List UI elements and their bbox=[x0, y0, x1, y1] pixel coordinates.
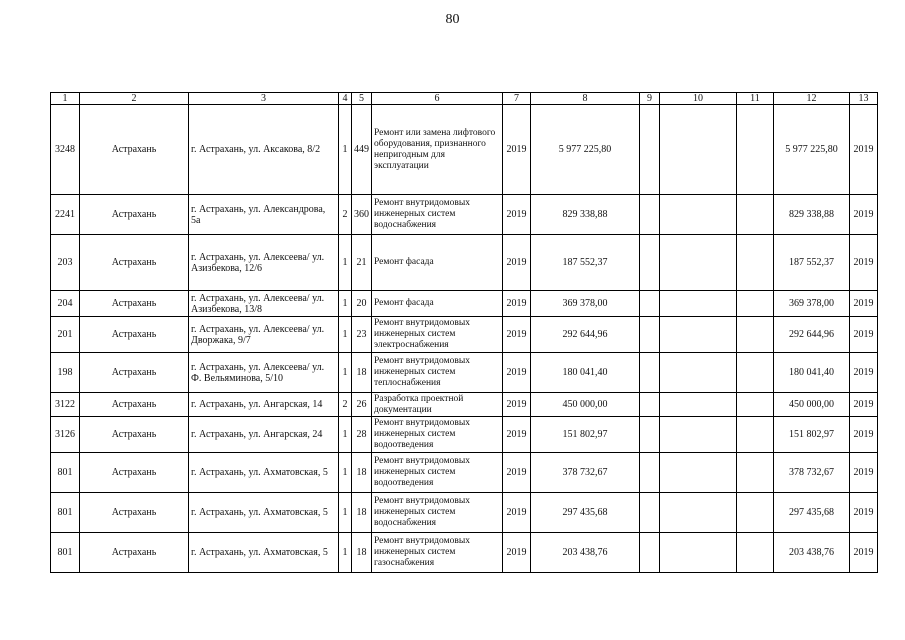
cell-year-end: 2019 bbox=[850, 417, 878, 453]
cell-city: Астрахань bbox=[80, 105, 189, 195]
cell-empty bbox=[640, 291, 660, 317]
cell-empty bbox=[660, 453, 737, 493]
cell-address: г. Астрахань, ул. Аксакова, 8/2 bbox=[189, 105, 339, 195]
cell-id: 3126 bbox=[51, 417, 80, 453]
cell-id: 198 bbox=[51, 353, 80, 393]
cell-empty bbox=[640, 195, 660, 235]
cell-col5: 18 bbox=[352, 353, 372, 393]
cell-sum: 180 041,40 bbox=[531, 353, 640, 393]
header-cell: 3 bbox=[189, 93, 339, 105]
table-row bbox=[51, 235, 878, 291]
cell-year: 2019 bbox=[503, 393, 531, 417]
header-cell: 11 bbox=[737, 93, 774, 105]
cell-total: 378 732,67 bbox=[774, 453, 850, 493]
cell-id: 801 bbox=[51, 533, 80, 573]
cell-empty bbox=[660, 493, 737, 533]
cell-empty bbox=[737, 493, 774, 533]
cell-year: 2019 bbox=[503, 533, 531, 573]
cell-sum: 292 644,96 bbox=[531, 317, 640, 353]
cell-address: г. Астрахань, ул. Ахматовская, 5 bbox=[189, 533, 339, 573]
cell-total: 450 000,00 bbox=[774, 393, 850, 417]
cell-address: г. Астрахань, ул. Алексеева/ ул. Азизбекова, 13/8 bbox=[189, 291, 339, 317]
cell-city: Астрахань bbox=[80, 417, 189, 453]
cell-id: 3248 bbox=[51, 105, 80, 195]
cell-col4: 1 bbox=[339, 417, 352, 453]
cell-year: 2019 bbox=[503, 235, 531, 291]
cell-year: 2019 bbox=[503, 353, 531, 393]
cell-id: 204 bbox=[51, 291, 80, 317]
cell-work-type: Ремонт фасада bbox=[372, 291, 503, 317]
cell-work-type: Ремонт внутридомовых инженерных систем теплоснабжения bbox=[372, 353, 503, 393]
cell-total: 369 378,00 bbox=[774, 291, 850, 317]
cell-id: 801 bbox=[51, 493, 80, 533]
cell-city: Астрахань bbox=[80, 235, 189, 291]
cell-sum: 5 977 225,80 bbox=[531, 105, 640, 195]
cell-empty bbox=[640, 353, 660, 393]
cell-work-type: Ремонт внутридомовых инженерных систем водоотведения bbox=[372, 417, 503, 453]
cell-year-end: 2019 bbox=[850, 353, 878, 393]
cell-year: 2019 bbox=[503, 291, 531, 317]
table-row bbox=[51, 393, 878, 417]
cell-work-type: Разработка проектной документации bbox=[372, 393, 503, 417]
cell-empty bbox=[737, 453, 774, 493]
cell-sum: 203 438,76 bbox=[531, 533, 640, 573]
cell-sum: 151 802,97 bbox=[531, 417, 640, 453]
table-row bbox=[51, 353, 878, 393]
cell-work-type: Ремонт внутридомовых инженерных систем водоснабжения bbox=[372, 493, 503, 533]
cell-col4: 1 bbox=[339, 291, 352, 317]
cell-work-type: Ремонт внутридомовых инженерных систем водоснабжения bbox=[372, 195, 503, 235]
cell-col5: 23 bbox=[352, 317, 372, 353]
cell-work-type: Ремонт фасада bbox=[372, 235, 503, 291]
header-cell: 6 bbox=[372, 93, 503, 105]
table-row bbox=[51, 105, 878, 195]
cell-empty bbox=[640, 105, 660, 195]
cell-empty bbox=[660, 393, 737, 417]
cell-empty bbox=[660, 417, 737, 453]
header-cell: 13 bbox=[850, 93, 878, 105]
cell-year-end: 2019 bbox=[850, 453, 878, 493]
cell-year-end: 2019 bbox=[850, 493, 878, 533]
cell-col5: 18 bbox=[352, 533, 372, 573]
cell-col4: 1 bbox=[339, 493, 352, 533]
cell-id: 801 bbox=[51, 453, 80, 493]
cell-address: г. Астрахань, ул. Алексеева/ ул. Ф. Вельяминова, 5/10 bbox=[189, 353, 339, 393]
cell-col4: 1 bbox=[339, 353, 352, 393]
cell-empty bbox=[640, 493, 660, 533]
cell-total: 829 338,88 bbox=[774, 195, 850, 235]
cell-id: 203 bbox=[51, 235, 80, 291]
cell-sum: 187 552,37 bbox=[531, 235, 640, 291]
cell-empty bbox=[660, 291, 737, 317]
cell-city: Астрахань bbox=[80, 291, 189, 317]
cell-total: 151 802,97 bbox=[774, 417, 850, 453]
header-cell: 4 bbox=[339, 93, 352, 105]
cell-address: г. Астрахань, ул. Ахматовская, 5 bbox=[189, 453, 339, 493]
cell-col4: 2 bbox=[339, 195, 352, 235]
cell-year: 2019 bbox=[503, 417, 531, 453]
cell-col4: 1 bbox=[339, 235, 352, 291]
header-cell: 1 bbox=[51, 93, 80, 105]
cell-year-end: 2019 bbox=[850, 317, 878, 353]
table-row bbox=[51, 317, 878, 353]
table-row bbox=[51, 493, 878, 533]
cell-empty bbox=[660, 353, 737, 393]
cell-empty bbox=[737, 291, 774, 317]
cell-col4: 2 bbox=[339, 393, 352, 417]
cell-sum: 829 338,88 bbox=[531, 195, 640, 235]
cell-col4: 1 bbox=[339, 533, 352, 573]
cell-empty bbox=[660, 533, 737, 573]
header-cell: 8 bbox=[531, 93, 640, 105]
cell-empty bbox=[737, 235, 774, 291]
header-cell: 10 bbox=[660, 93, 737, 105]
cell-address: г. Астрахань, ул. Ангарская, 14 bbox=[189, 393, 339, 417]
table-row bbox=[51, 533, 878, 573]
cell-col4: 1 bbox=[339, 317, 352, 353]
cell-year: 2019 bbox=[503, 195, 531, 235]
cell-col5: 26 bbox=[352, 393, 372, 417]
repair-table bbox=[50, 92, 878, 573]
cell-empty bbox=[640, 235, 660, 291]
cell-total: 297 435,68 bbox=[774, 493, 850, 533]
header-cell: 7 bbox=[503, 93, 531, 105]
cell-empty bbox=[660, 317, 737, 353]
cell-year-end: 2019 bbox=[850, 235, 878, 291]
cell-sum: 450 000,00 bbox=[531, 393, 640, 417]
cell-empty bbox=[737, 105, 774, 195]
cell-work-type: Ремонт внутридомовых инженерных систем газоснабжения bbox=[372, 533, 503, 573]
cell-year-end: 2019 bbox=[850, 533, 878, 573]
header-cell: 9 bbox=[640, 93, 660, 105]
cell-empty bbox=[660, 105, 737, 195]
cell-total: 187 552,37 bbox=[774, 235, 850, 291]
cell-work-type: Ремонт или замена лифтового оборудования, признанного непригодным для эксплуатации bbox=[372, 105, 503, 195]
cell-address: г. Астрахань, ул. Алексеева/ ул. Азизбекова, 12/6 bbox=[189, 235, 339, 291]
header-cell: 5 bbox=[352, 93, 372, 105]
cell-city: Астрахань bbox=[80, 317, 189, 353]
cell-sum: 378 732,67 bbox=[531, 453, 640, 493]
cell-total: 292 644,96 bbox=[774, 317, 850, 353]
cell-address: г. Астрахань, ул. Ангарская, 24 bbox=[189, 417, 339, 453]
cell-empty bbox=[640, 453, 660, 493]
cell-empty bbox=[737, 195, 774, 235]
cell-year-end: 2019 bbox=[850, 195, 878, 235]
cell-work-type: Ремонт внутридомовых инженерных систем электроснабжения bbox=[372, 317, 503, 353]
cell-empty bbox=[640, 317, 660, 353]
cell-col4: 1 bbox=[339, 453, 352, 493]
cell-empty bbox=[737, 417, 774, 453]
cell-city: Астрахань bbox=[80, 453, 189, 493]
table-row bbox=[51, 195, 878, 235]
cell-address: г. Астрахань, ул. Алексеева/ ул. Дворжака, 9/7 bbox=[189, 317, 339, 353]
page-number: 80 bbox=[445, 12, 460, 27]
cell-col5: 18 bbox=[352, 493, 372, 533]
cell-empty bbox=[640, 417, 660, 453]
cell-id: 201 bbox=[51, 317, 80, 353]
cell-id: 2241 bbox=[51, 195, 80, 235]
cell-sum: 297 435,68 bbox=[531, 493, 640, 533]
cell-year-end: 2019 bbox=[850, 393, 878, 417]
cell-year: 2019 bbox=[503, 105, 531, 195]
cell-city: Астрахань bbox=[80, 393, 189, 417]
cell-col5: 360 bbox=[352, 195, 372, 235]
cell-city: Астрахань bbox=[80, 533, 189, 573]
cell-total: 180 041,40 bbox=[774, 353, 850, 393]
cell-empty bbox=[737, 533, 774, 573]
header-row bbox=[51, 93, 878, 105]
cell-empty bbox=[640, 393, 660, 417]
cell-col4: 1 bbox=[339, 105, 352, 195]
cell-year: 2019 bbox=[503, 493, 531, 533]
cell-id: 3122 bbox=[51, 393, 80, 417]
cell-total: 5 977 225,80 bbox=[774, 105, 850, 195]
cell-empty bbox=[660, 195, 737, 235]
cell-sum: 369 378,00 bbox=[531, 291, 640, 317]
cell-empty bbox=[737, 393, 774, 417]
table-row bbox=[51, 453, 878, 493]
cell-work-type: Ремонт внутридомовых инженерных систем водоотведения bbox=[372, 453, 503, 493]
cell-address: г. Астрахань, ул. Ахматовская, 5 bbox=[189, 493, 339, 533]
cell-col5: 449 bbox=[352, 105, 372, 195]
cell-year-end: 2019 bbox=[850, 291, 878, 317]
cell-empty bbox=[737, 317, 774, 353]
cell-city: Астрахань bbox=[80, 493, 189, 533]
cell-col5: 18 bbox=[352, 453, 372, 493]
cell-address: г. Астрахань, ул. Александрова, 5а bbox=[189, 195, 339, 235]
cell-col5: 28 bbox=[352, 417, 372, 453]
cell-col5: 20 bbox=[352, 291, 372, 317]
cell-col5: 21 bbox=[352, 235, 372, 291]
cell-empty bbox=[660, 235, 737, 291]
header-cell: 12 bbox=[774, 93, 850, 105]
cell-year: 2019 bbox=[503, 453, 531, 493]
cell-city: Астрахань bbox=[80, 195, 189, 235]
cell-empty bbox=[640, 533, 660, 573]
cell-empty bbox=[737, 353, 774, 393]
header-cell: 2 bbox=[80, 93, 189, 105]
table-row bbox=[51, 291, 878, 317]
cell-year-end: 2019 bbox=[850, 105, 878, 195]
cell-year: 2019 bbox=[503, 317, 531, 353]
cell-total: 203 438,76 bbox=[774, 533, 850, 573]
table-row bbox=[51, 417, 878, 453]
cell-city: Астрахань bbox=[80, 353, 189, 393]
